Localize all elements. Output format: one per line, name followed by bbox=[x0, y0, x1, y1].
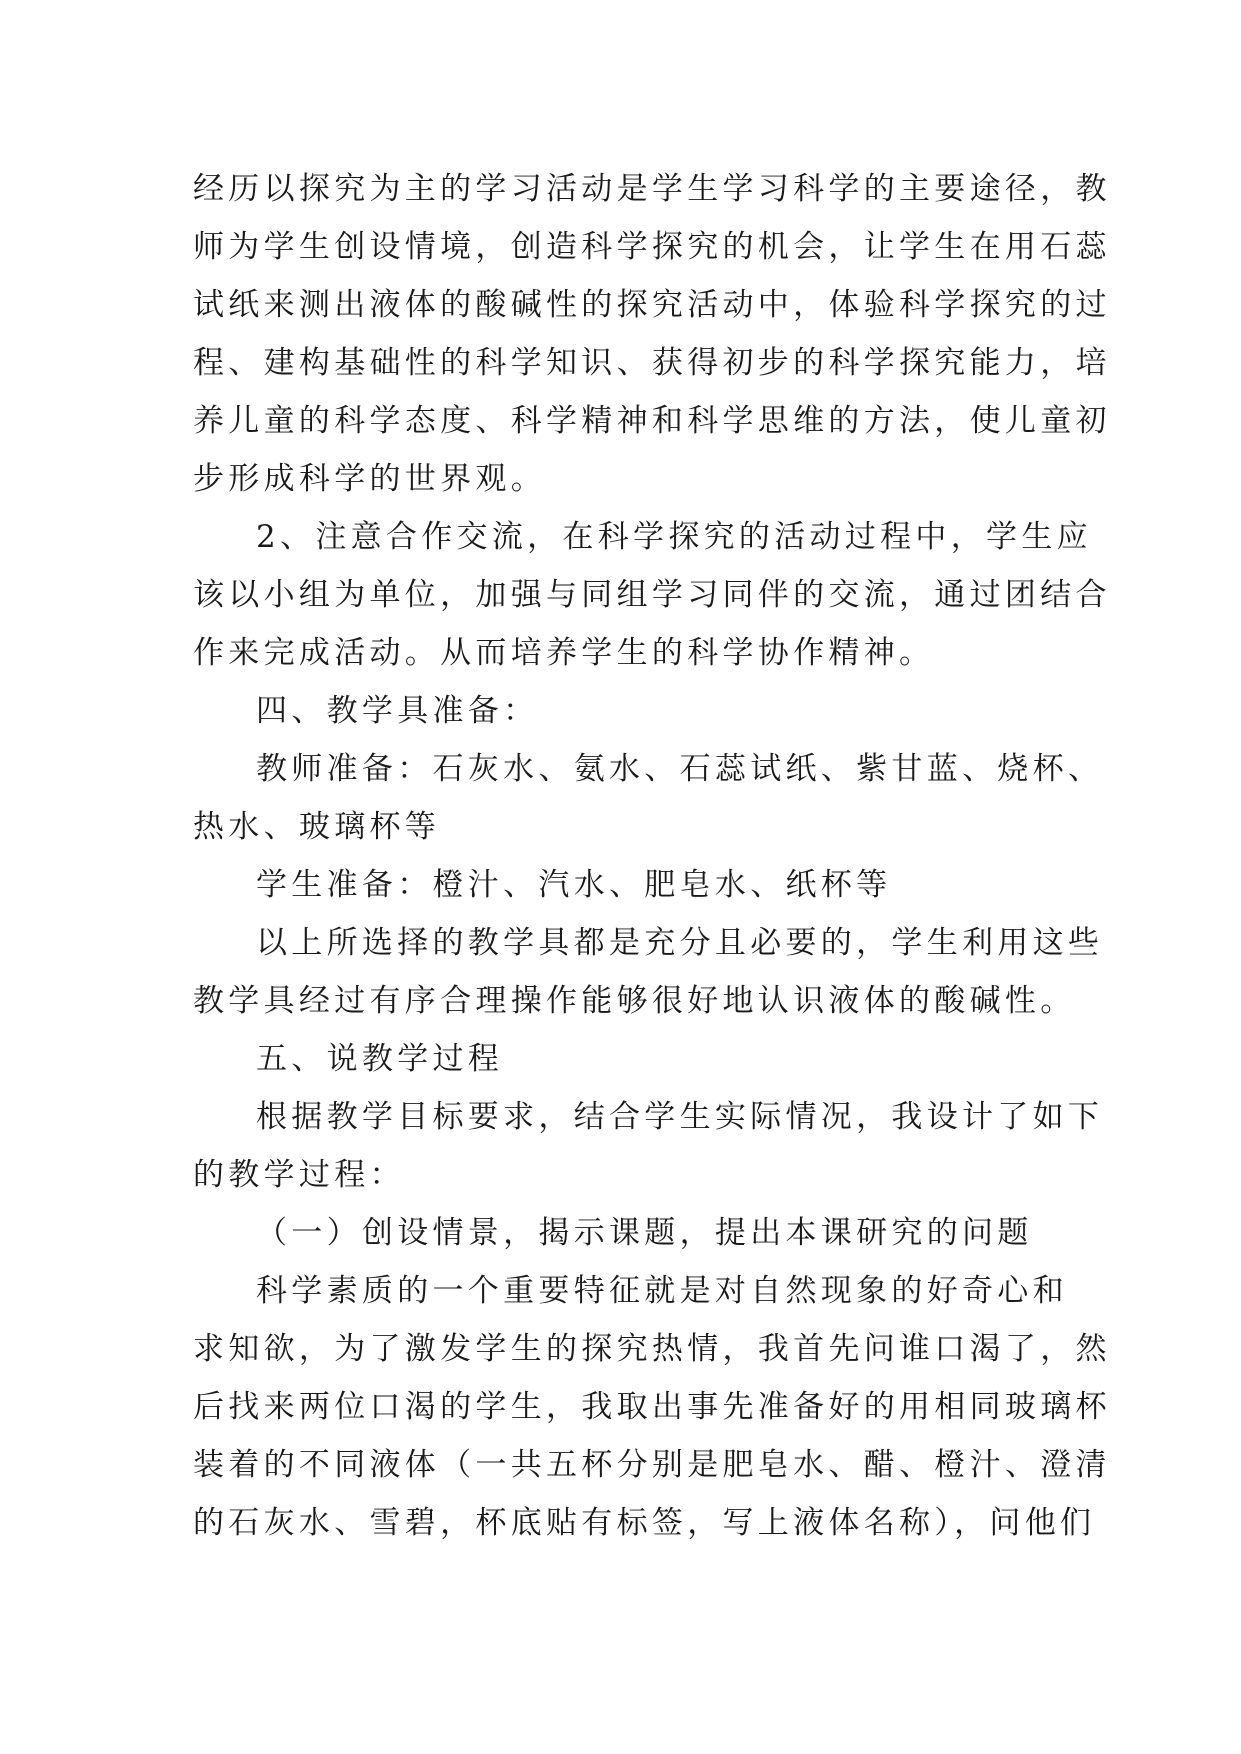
text-line: 后找来两位口渴的学生，我取出事先准备好的用相同玻璃杯 bbox=[193, 1389, 1111, 1425]
text-line: 教师准备：石灰水、氨水、石蕊试纸、紫甘蓝、烧杯、 bbox=[256, 751, 1104, 787]
text-line: 热水、玻璃杯等 bbox=[193, 809, 441, 845]
text-line: 科学素质的一个重要特征就是对自然现象的好奇心和 bbox=[256, 1273, 1068, 1309]
text-line: 的教学过程： bbox=[193, 1157, 405, 1193]
text-line: 经历以探究为主的学习活动是学生学习科学的主要途径，教 bbox=[193, 171, 1111, 207]
text-line: 以上所选择的教学具都是充分且必要的，学生利用这些 bbox=[256, 925, 1104, 961]
text-line: 该以小组为单位，加强与同组学习同伴的交流，通过团结合 bbox=[193, 577, 1111, 613]
text-line: 师为学生创设情境，创造科学探究的机会，让学生在用石蕊 bbox=[193, 229, 1111, 265]
text-line: 求知欲，为了激发学生的探究热情，我首先问谁口渴了，然 bbox=[193, 1331, 1111, 1367]
text-line: 2、注意合作交流，在科学探究的活动过程中，学生应 bbox=[256, 519, 1092, 555]
text-line: 根据教学目标要求，结合学生实际情况，我设计了如下 bbox=[256, 1099, 1104, 1135]
text-line: 试纸来测出液体的酸碱性的探究活动中，体验科学探究的过 bbox=[193, 287, 1111, 323]
section-heading: 四、教学具准备： bbox=[256, 693, 539, 729]
text-line: 养儿童的科学态度、科学精神和科学思维的方法，使儿童初 bbox=[193, 403, 1111, 439]
text-line: 学生准备：橙汁、汽水、肥皂水、纸杯等 bbox=[256, 867, 892, 903]
text-line: 作来完成活动。从而培养学生的科学协作精神。 bbox=[193, 635, 935, 671]
subsection-heading: （一）创设情景，揭示课题，提出本课研究的问题 bbox=[256, 1215, 1033, 1251]
text-line: 步形成科学的世界观。 bbox=[193, 461, 546, 497]
text-line: 教学具经过有序合理操作能够很好地认识液体的酸碱性。 bbox=[193, 983, 1076, 1019]
text-line: 装着的不同液体（一共五杯分别是肥皂水、醋、橙汁、澄清 bbox=[193, 1447, 1111, 1483]
text-line: 的石灰水、雪碧，杯底贴有标签，写上液体名称），问他们 bbox=[193, 1505, 1096, 1541]
text-line: 程、建构基础性的科学知识、获得初步的科学探究能力，培 bbox=[193, 345, 1111, 381]
section-heading: 五、说教学过程 bbox=[256, 1041, 504, 1077]
